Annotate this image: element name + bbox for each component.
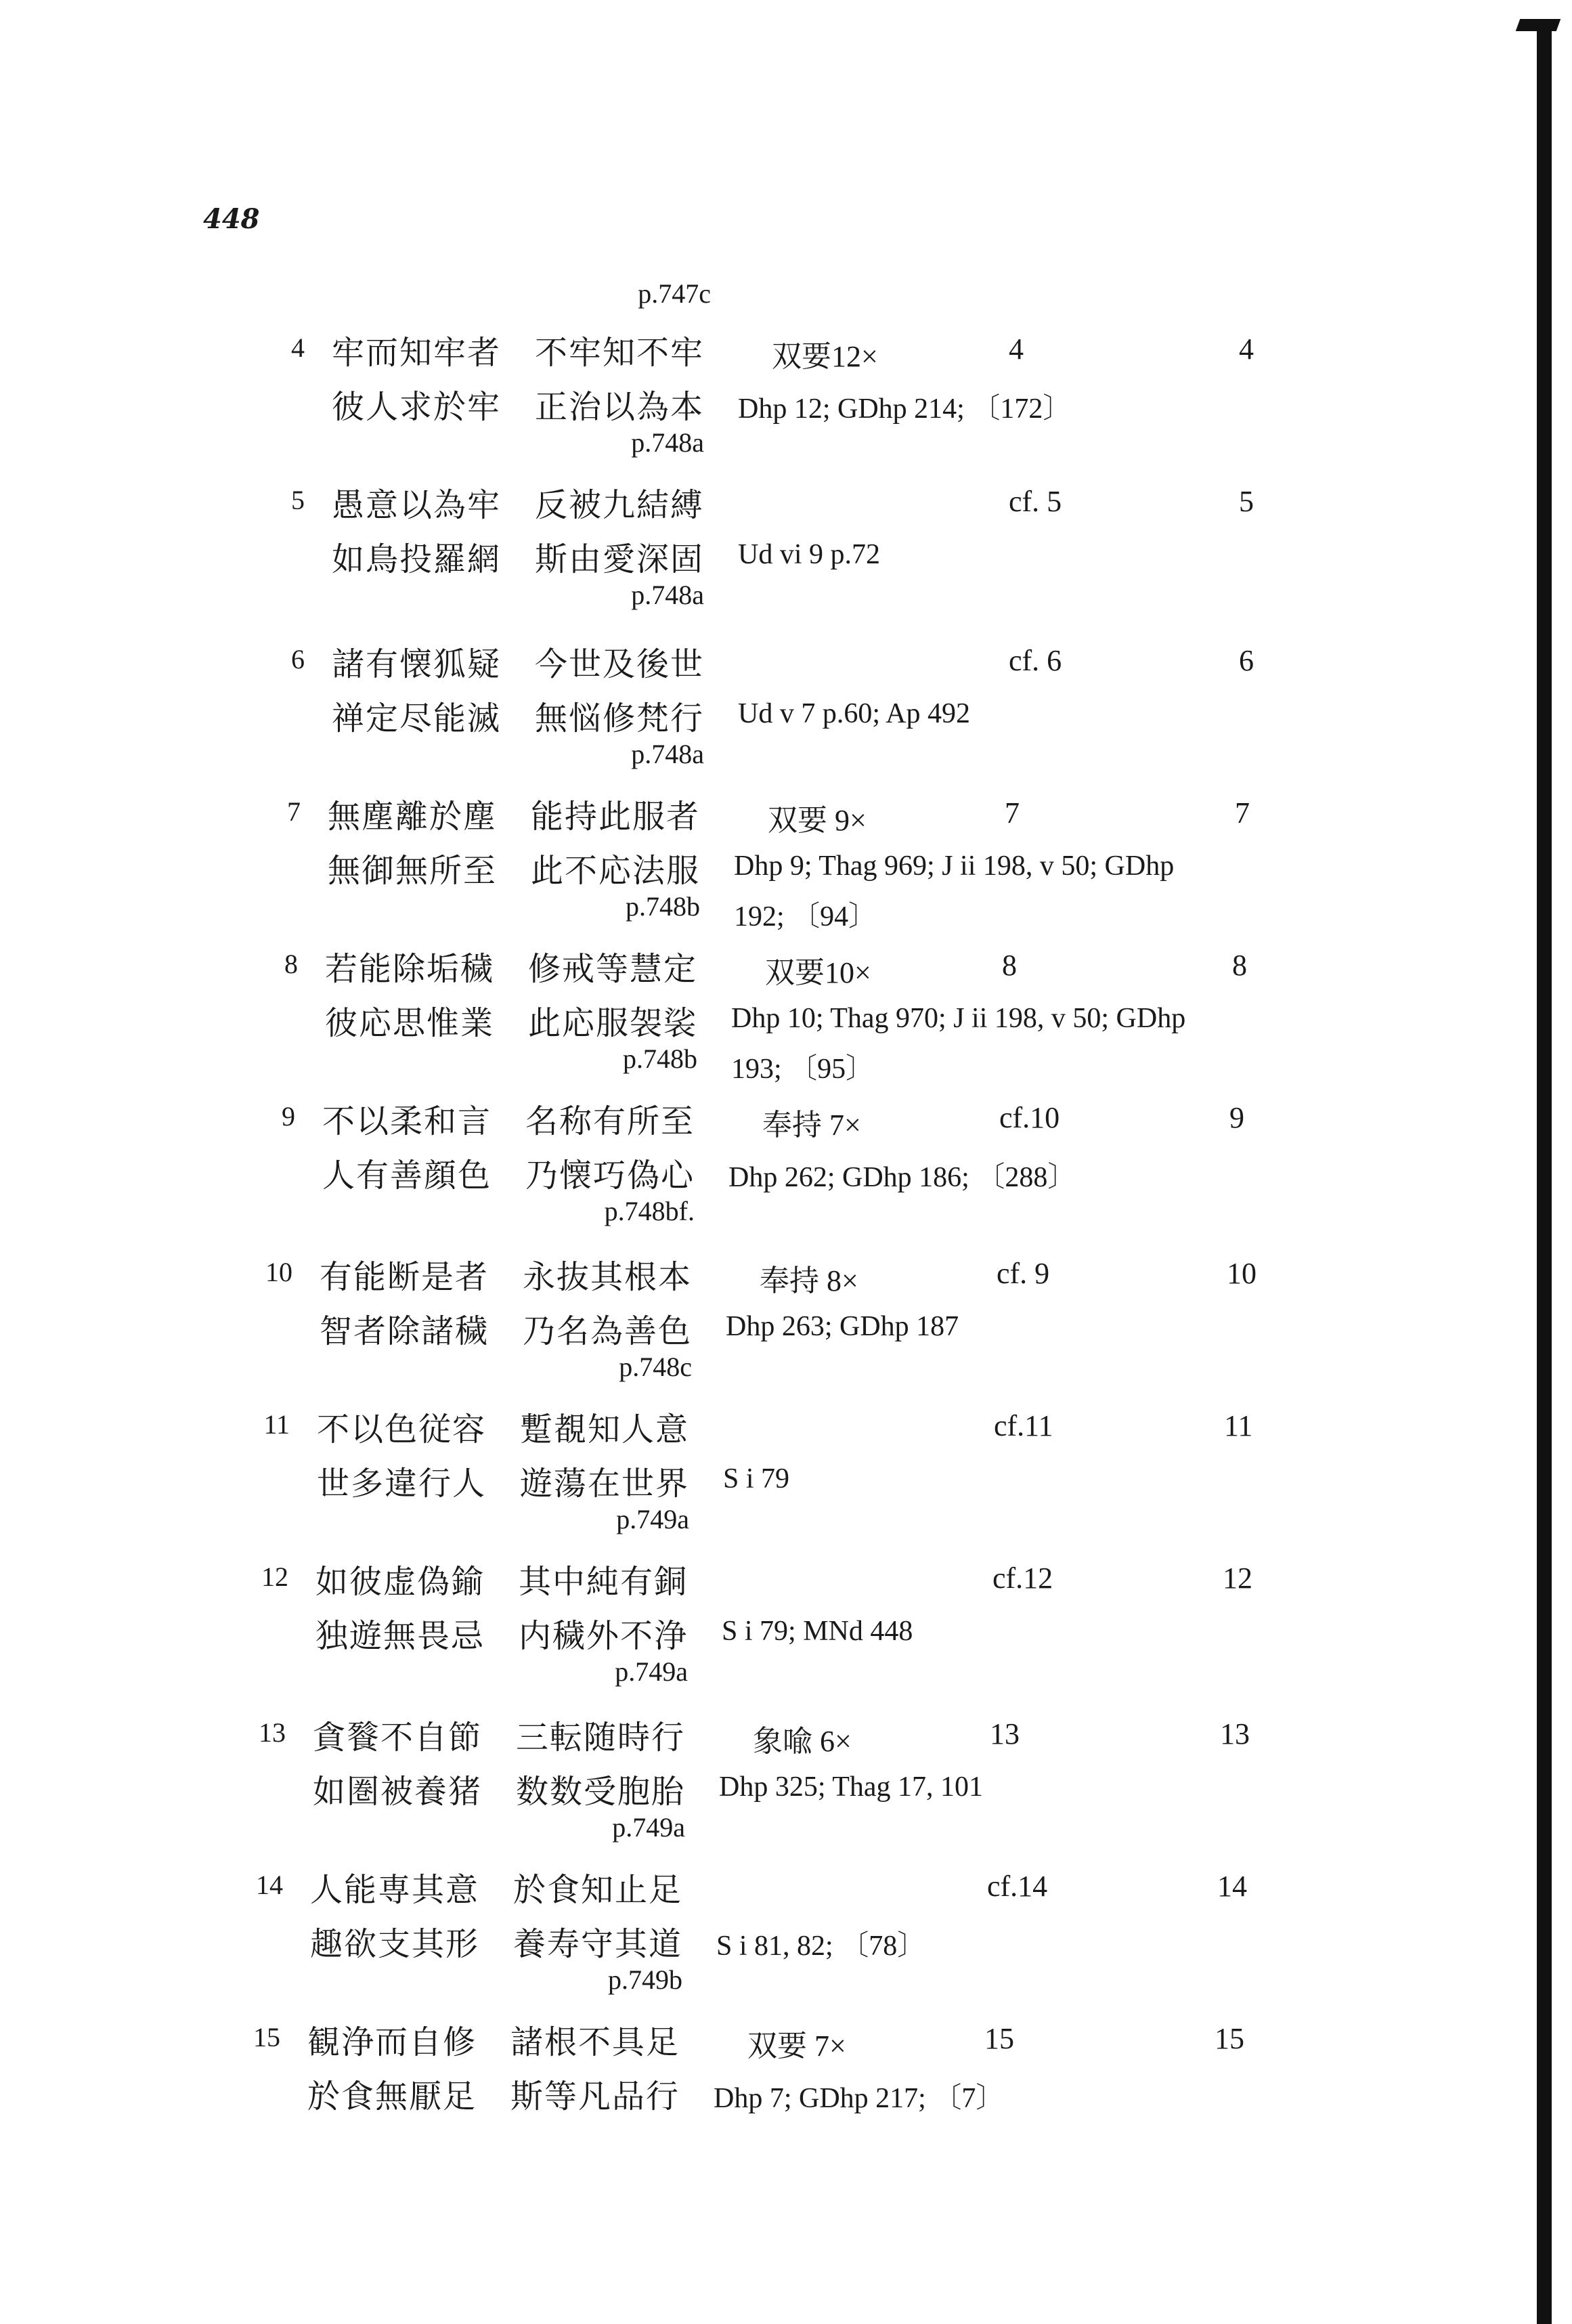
verse-line2-b: 乃名為善色 [523, 1312, 693, 1350]
verse-line2-a: 無御無所至 [328, 852, 498, 890]
page-reference: p.749b [608, 1964, 682, 1995]
parallel-column-a: 双要 9× [768, 804, 867, 837]
verse-line1-b: 名称有所至 [525, 1102, 695, 1140]
verse-number: 5 [291, 485, 305, 515]
verse-line2-b: 遊蕩在世界 [520, 1465, 690, 1503]
verse-line1-a: 人能専其意 [310, 1871, 480, 1909]
verse-line2-a: 独遊無畏忌 [315, 1617, 485, 1655]
citation: S i 79; MNd 448 [722, 1616, 913, 1647]
verse-line2-b: 養寿守其道 [513, 1925, 683, 1963]
verse-line2-a: 智者除諸穢 [320, 1312, 489, 1350]
verse-line2-a: 禅定尽能滅 [332, 700, 502, 737]
verse-line1-b: 其中純有銅 [519, 1563, 689, 1601]
verse-line2-b: 斯由愛深固 [535, 540, 705, 578]
verse-line1-b: 反被九結縛 [535, 486, 705, 524]
citation: Ud vi 9 p.72 [738, 539, 880, 570]
citation: Dhp 263; GDhp 187 [726, 1311, 959, 1342]
parallel-column-b: 4 [1009, 332, 1024, 366]
parallel-column-b: cf.10 [999, 1101, 1060, 1134]
verse-line1-a: 愚意以為牢 [332, 486, 502, 524]
verse-line2-a: 彼応思惟業 [325, 1004, 495, 1042]
verse-line2-a: 趣欲支其形 [310, 1925, 480, 1963]
verse-line1-a: 諸有懐狐疑 [332, 645, 502, 683]
verse-line2-b: 数数受胞胎 [516, 1773, 686, 1811]
parallel-column-c: 7 [1235, 796, 1250, 830]
parallel-column-c: 13 [1220, 1717, 1250, 1750]
verse-number: 8 [284, 949, 298, 979]
verse-line2-a: 人有善顔色 [322, 1157, 492, 1195]
citation: Dhp 7; GDhp 217; 〔7〕 [714, 2083, 1005, 2114]
page-reference: p.748a [631, 739, 704, 769]
verse-line2-a: 世多違行人 [317, 1465, 487, 1503]
page-reference: p.748a [631, 580, 704, 610]
verse-line1-a: 無塵離於塵 [328, 798, 498, 836]
page-reference: p.748a [631, 427, 704, 458]
verse-number: 6 [291, 644, 305, 674]
parallel-column-c: 6 [1239, 644, 1254, 677]
verse-line1-b: 不牢知不牢 [535, 334, 705, 372]
page-reference: p.749a [616, 1504, 689, 1534]
citation: Dhp 12; GDhp 214; 〔172〕 [738, 393, 1072, 425]
verse-line1-a: 不以色従容 [317, 1411, 487, 1448]
verse-line1-b: 諸根不具足 [510, 2023, 680, 2061]
parallel-column-b: cf. 6 [1009, 644, 1062, 677]
citation: Dhp 9; Thag 969; J ii 198, v 50; GDhp [734, 851, 1175, 882]
page-reference: p.748b [623, 1043, 697, 1074]
parallel-column-b: 7 [1005, 796, 1020, 830]
verse-number: 4 [291, 332, 305, 363]
citation: S i 79 [723, 1463, 790, 1494]
parallel-column-c: 12 [1223, 1562, 1252, 1595]
parallel-column-c: 10 [1227, 1257, 1257, 1290]
parallel-column-b: cf.14 [987, 1870, 1048, 1903]
page-number: 448 [203, 203, 260, 235]
verse-line1-a: 貪餮不自節 [313, 1719, 483, 1757]
verse-line1-b: 今世及後世 [535, 645, 705, 683]
parallel-column-c: 11 [1224, 1409, 1253, 1442]
parallel-column-b: 15 [984, 2022, 1014, 2055]
verse-line2-b: 斯等凡品行 [510, 2078, 680, 2115]
parallel-column-b: 8 [1002, 949, 1017, 982]
verse-line1-b: 永抜其根本 [523, 1258, 693, 1296]
parallel-column-a: 奉持 7× [762, 1109, 861, 1142]
verse-line2-b: 乃懐巧偽心 [525, 1157, 695, 1195]
parallel-column-b: 13 [990, 1717, 1020, 1750]
verse-number: 14 [256, 1870, 283, 1900]
verse-line2-a: 如鳥投羅網 [332, 540, 502, 578]
verse-line2-a: 於食無厭足 [307, 2078, 477, 2115]
verse-line1-a: 若能除垢穢 [325, 950, 495, 988]
page-reference: p.748c [619, 1352, 692, 1382]
citation: S i 81, 82; 〔78〕 [716, 1931, 926, 1962]
page-reference: p.749a [612, 1812, 685, 1843]
page-reference: p.747c [638, 278, 711, 309]
citation: Dhp 262; GDhp 186; 〔288〕 [728, 1162, 1076, 1193]
parallel-column-c: 5 [1239, 485, 1254, 518]
verse-line1-a: 牢而知牢者 [332, 334, 502, 372]
verse-line1-b: 於食知止足 [513, 1871, 683, 1909]
parallel-column-b: cf.12 [992, 1562, 1053, 1595]
parallel-column-b: cf. 9 [997, 1257, 1050, 1290]
citation: Dhp 10; Thag 970; J ii 198, v 50; GDhp [731, 1003, 1186, 1034]
verse-line1-a: 如彼虚偽鍮 [315, 1563, 485, 1601]
verse-line1-a: 観浄而自修 [307, 2023, 477, 2061]
verse-line1-a: 不以柔和言 [322, 1102, 492, 1140]
verse-line2-b: 正治以為本 [535, 388, 705, 426]
verse-line1-b: 修戒等慧定 [528, 950, 698, 988]
verse-line2-a: 如圏被養猪 [313, 1773, 483, 1811]
page-reference: p.749a [615, 1656, 688, 1687]
verse-number: 12 [261, 1562, 288, 1592]
verse-line1-a: 有能断是者 [320, 1258, 489, 1296]
binding-shadow [1537, 20, 1552, 2324]
verse-line1-b: 蹔覩知人意 [520, 1411, 690, 1448]
citation-continued: 193; 〔95〕 [731, 1054, 875, 1085]
parallel-column-c: 4 [1239, 332, 1254, 366]
parallel-column-c: 9 [1229, 1101, 1244, 1134]
parallel-column-c: 8 [1232, 949, 1247, 982]
citation: Ud v 7 p.60; Ap 492 [738, 698, 971, 729]
verse-number: 13 [259, 1717, 286, 1748]
verse-number: 10 [265, 1257, 292, 1287]
page-reference: p.748b [626, 891, 700, 922]
verse-line2-b: 此応服袈裟 [528, 1004, 698, 1042]
verse-number: 9 [282, 1101, 295, 1132]
citation: Dhp 325; Thag 17, 101 [719, 1771, 984, 1803]
verse-line1-b: 能持此服者 [531, 798, 701, 836]
verse-line1-b: 三転随時行 [516, 1719, 686, 1757]
verse-number: 7 [287, 796, 301, 827]
parallel-column-a: 双要10× [765, 956, 871, 989]
verse-line2-a: 彼人求於牢 [332, 388, 502, 426]
parallel-column-c: 15 [1215, 2022, 1244, 2055]
parallel-column-a: 象喩 6× [753, 1725, 852, 1758]
parallel-column-b: cf.11 [994, 1409, 1053, 1442]
verse-line2-b: 無悩修梵行 [535, 700, 705, 737]
page-reference: p.748bf. [604, 1196, 695, 1226]
citation-continued: 192; 〔94〕 [734, 901, 877, 932]
verse-number: 11 [263, 1409, 290, 1440]
parallel-column-c: 14 [1217, 1870, 1247, 1903]
verse-line2-b: 此不応法服 [531, 852, 701, 890]
verse-line2-b: 内穢外不浄 [519, 1617, 689, 1655]
parallel-column-a: 奉持 8× [760, 1264, 858, 1297]
parallel-column-b: cf. 5 [1009, 485, 1062, 518]
verse-number: 15 [253, 2022, 280, 2052]
parallel-column-a: 双要12× [772, 340, 878, 373]
parallel-column-a: 双要 7× [747, 2029, 846, 2063]
